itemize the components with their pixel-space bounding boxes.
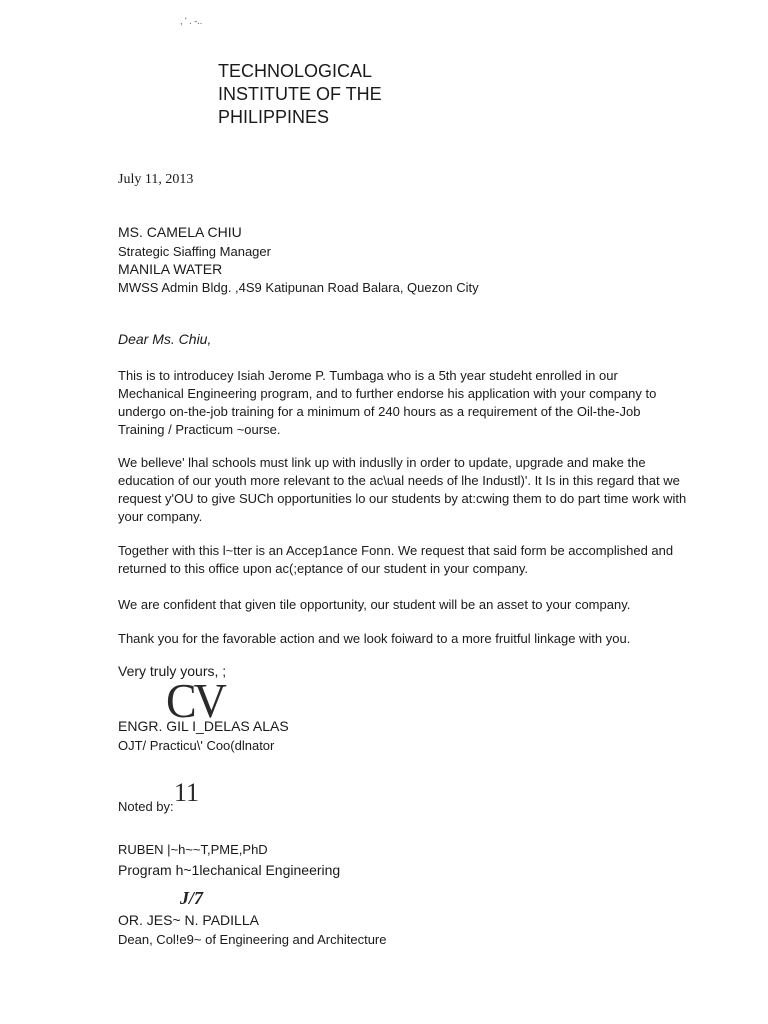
handwritten-signature: 11: [174, 778, 200, 807]
signatory-title: OJT/ Practicu\' Coo(dlnator: [118, 738, 275, 753]
handwritten-signature: CV: [166, 673, 224, 728]
paragraph-line: Mechanical Engineering program, and to further endorse his application with your company to: [118, 386, 657, 401]
body-paragraph: [118, 542, 674, 578]
paragraph-line: We belleve' lhal schools must link up with induslly in order to update, upgrade and make the: [118, 455, 646, 470]
paragraph-line: Together with this l~tter is an Accep1ance Fonn. We request that said form be accomplished and: [118, 543, 674, 558]
recipient-title: Strategic Siaffing Manager: [118, 244, 271, 259]
paragraph-line: This is to introducey Isiah Jerome P. Tumbaga who is a 5th year studeht enrolled in our: [118, 368, 618, 383]
handwritten-signature: J/7: [180, 888, 204, 908]
body-paragraph: [118, 367, 666, 439]
closing: Very truly yours, ;: [118, 663, 227, 679]
body-paragraph: [118, 454, 687, 526]
paragraph-line: request y'OU to give SUCh opportunities lo our students by at:cwing them to do part time work with: [118, 491, 687, 506]
signatory-name: ENGR. GIL I_DELAS ALAS: [118, 718, 289, 734]
institution-line: PHILIPPINES: [218, 107, 330, 127]
signatory-name: OR. JES~ N. PADILLA: [118, 912, 259, 928]
signatory-title: Dean, Col!e9~ of Engineering and Architecture: [118, 932, 387, 947]
institution-letterhead: [218, 60, 382, 129]
letter-date: July 11, 2013: [118, 172, 194, 187]
salutation: Dear Ms. Chiu,: [118, 331, 212, 347]
recipient-organization: MANILA WATER: [118, 261, 223, 277]
paragraph-line: Training / Practicum ~ourse.: [118, 422, 281, 437]
recipient-name: MS. CAMELA CHIU: [118, 224, 242, 240]
paragraph-line: We are confident that given tile opportunity, our student will be an asset to your company.: [118, 597, 631, 612]
institution-line: TECHNOLOGICAL: [218, 61, 373, 81]
paragraph-line: returned to this office upon ac(;eptance of our student in your company.: [118, 561, 528, 576]
paragraph-line: undergo on-the-job training for a minimum of 240 hours as a requirement of the Oil-the-Job: [118, 404, 641, 419]
institution-line: INSTITUTE OF THE: [218, 84, 382, 104]
noted-by-label: Noted by:: [118, 799, 174, 814]
paragraph-line: Thank you for the favorable action and we look foiward to a more fruitful linkage with you.: [118, 631, 631, 646]
body-paragraph: [118, 596, 666, 614]
signatory-title: Program h~1lechanical Engineering: [118, 862, 341, 878]
recipient-address: MWSS Admin Bldg. ,4S9 Katipunan Road Balara, Quezon City: [118, 280, 479, 295]
body-paragraph: [118, 630, 666, 648]
signatory-name: RUBEN |~h~~T,PME,PhD: [118, 842, 268, 857]
paragraph-line: education of our youth more relevant to the ac\ual needs of lhe Industl)'. It Is in this regard that we: [118, 473, 680, 488]
scan-artifact-marks: , ' . -..: [180, 16, 203, 26]
paragraph-line: your company.: [118, 509, 203, 524]
